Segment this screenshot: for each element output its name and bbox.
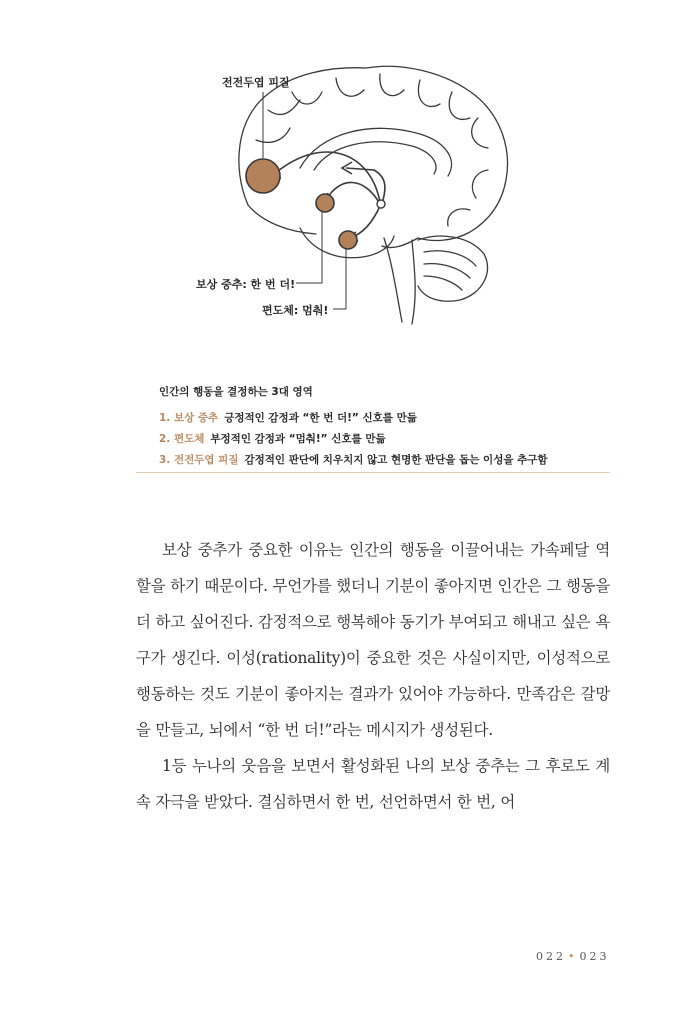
prefrontal-cortex-region — [246, 159, 280, 193]
amygdala-label: 편도체: 멈춰! — [262, 304, 329, 317]
legend-divider — [136, 472, 610, 473]
legend-item — [159, 431, 599, 446]
page-number-right: 023 — [579, 950, 610, 963]
legend-item — [159, 452, 599, 467]
body-text — [136, 532, 610, 820]
page-number-left: 022 — [536, 950, 566, 963]
paragraph: 보상 중추가 중요한 이유는 인간의 행동을 이끌어내는 가속페달 역할을 하기 때문이다. 무언가를 했더니 기분이 좋아지면 인간은 그 행동을 더 하고 싶어진다. 감정적으로 행복해야 동기가 부여되고 해내고 싶은 욕구가 생긴다. 이성(rationality)이 중요한 것은 사실이지만, 이성적으로 행동하는 것도 기분이 좋아지는 결과가 있어야 가능하다. 만족감은 갈망을 만들고, 뇌에서 “한 번 더!”라는 메시지가 생성된다. — [136, 541, 610, 739]
legend-title: 인간의 행동을 결정하는 3대 영역 — [159, 386, 313, 398]
brain-core-node — [377, 200, 385, 208]
brain-figure — [0, 0, 683, 370]
page-numbers — [536, 950, 610, 963]
legend-item-number: 3. 전전두엽 피질 — [159, 454, 239, 466]
reward-center-label: 보상 중추: 한 번 더! — [196, 278, 296, 291]
legend-item — [159, 410, 599, 425]
paragraph: 1등 누나의 웃음을 보면서 활성화된 나의 보상 중추는 그 후로도 계속 자극을 받았다. 결심하면서 한 번, 선언하면서 한 번, 어 — [136, 757, 610, 811]
brain-illustration — [0, 0, 683, 370]
page-separator-dot: • — [568, 950, 578, 963]
legend-item-description: 부정적인 감정과 “멈춰!” 신호를 만듦 — [210, 433, 386, 445]
legend-item-description: 긍정적인 감정과 “한 번 더!” 신호를 만듦 — [224, 412, 417, 424]
legend-item-number: 2. 편도체 — [159, 433, 205, 445]
reward-center-region — [316, 194, 334, 212]
amygdala-region — [339, 231, 357, 249]
figure-legend — [159, 384, 599, 473]
prefrontal-label: 전전두엽 피질 — [222, 76, 290, 89]
legend-item-number: 1. 보상 중추 — [159, 412, 219, 424]
legend-item-description: 감정적인 판단에 치우치지 않고 현명한 판단을 돕는 이성을 추구함 — [244, 454, 548, 466]
